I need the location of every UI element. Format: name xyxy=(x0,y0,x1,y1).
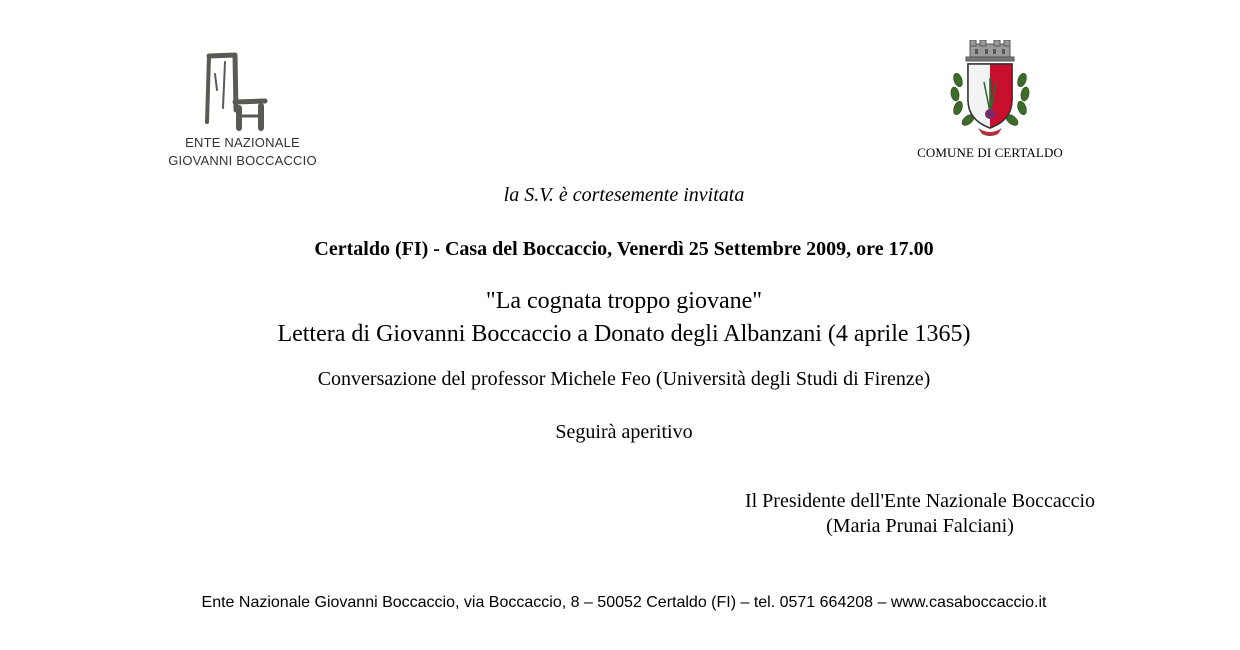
certaldo-coat-of-arms-icon xyxy=(948,40,1032,142)
event-subtitle: Lettera di Giovanni Boccaccio a Donato degli Albanzani (4 aprile 1365) xyxy=(277,321,971,347)
signature-role: Il Presidente dell'Ente Nazionale Boccaccio xyxy=(744,490,1096,512)
logo-left-line1: ENTE NAZIONALE xyxy=(185,135,300,150)
footer-contact: Ente Nazionale Giovanni Boccaccio, via Boccaccio, 8 – 50052 Certaldo (FI) – tel. 0571 664208 – www.casaboccaccio.it xyxy=(201,594,1047,611)
event-aperitivo: Seguirà aperitivo xyxy=(555,421,693,443)
event-date-location: Certaldo (FI) - Casa del Boccaccio, Venerdì 25 Settembre 2009, ore 17.00 xyxy=(314,238,934,260)
ente-boccaccio-logo xyxy=(150,40,335,175)
signature-block xyxy=(700,489,1140,539)
event-speaker: Conversazione del professor Michele Feo (Università degli Studi di Firenze) xyxy=(317,368,931,390)
logo-right-caption: COMUNE DI CERTALDO xyxy=(917,145,1063,160)
event-title: "La cognata troppo giovane" xyxy=(485,288,763,314)
invitation-intro: la S.V. è cortesemente invitata xyxy=(503,184,745,206)
comune-certaldo-logo xyxy=(900,40,1080,165)
ente-boccaccio-logo-icon xyxy=(195,50,285,132)
logo-left-line2: GIOVANNI BOCCACCIO xyxy=(168,153,317,168)
signature-name: (Maria Prunai Falciani) xyxy=(826,515,1014,537)
